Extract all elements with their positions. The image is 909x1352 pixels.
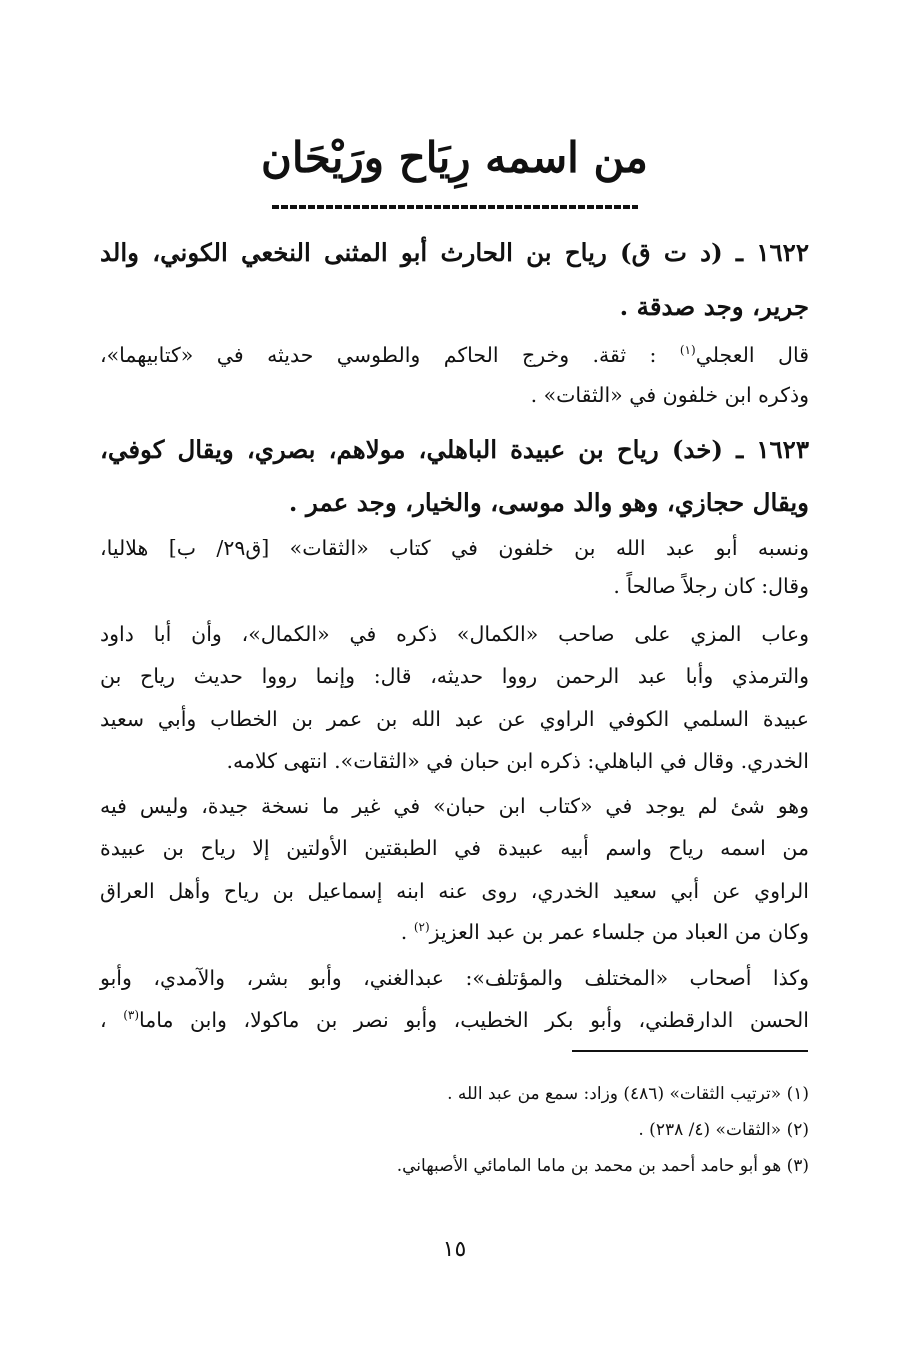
chapter-title: من اسمه رِيَاح ورَيْحَان [261, 133, 648, 182]
entry-1623-p4-line1: وكذا أصحاب «المختلف والمؤتلف»: عبدالغني، وأبو بشر، والآمدي، وأبو [100, 966, 809, 990]
footnote-ref-3: (٣) [123, 1008, 140, 1023]
entry-1623-p1-line2: وقال: كان رجلاً صالحاً . [613, 574, 809, 598]
entry-1623-p4-text-a: الحسن الدارقطني، وأبو بكر الخطيب، وأبو نصر بن ماكولا، وابن ماما [139, 1008, 809, 1032]
entry-1623-p3-line4 [100, 912, 809, 952]
title-underline [272, 205, 638, 209]
entry-1623-heading-line1: ١٦٢٣ ـ (خد) رياح بن عبيدة الباهلي، مولاهم، بصري، ويقال كوفي، [100, 435, 809, 464]
entry-1623-p3-text-a: وكان من العباد من جلساء عمر بن عبد العزيز [429, 920, 809, 944]
footnote-2: (٢) «الثقات» (٤/ ٢٣٨) . [638, 1120, 809, 1140]
entry-1623-p1-line1: ونسبه أبو عبد الله بن خلفون في كتاب «الثقات» [ق٢٩/ ب] هلاليا، [100, 536, 809, 560]
entry-1623-heading-line2: ويقال حجازي، وهو والد موسى، والخيار، وجد عمر . [288, 488, 809, 517]
entry-1623-p4-text-b: ، [100, 1008, 124, 1032]
entry-1623-p2-line3: عبيدة السلمي الكوفي الراوي عن عبد الله بن عمر بن الخطاب وأبي سعيد [100, 707, 809, 731]
footnote-separator [572, 1050, 808, 1052]
footnote-3: (٣) هو أبو حامد أحمد بن محمد بن ماما المامائي الأصبهاني. [396, 1156, 809, 1176]
page-number: ١٥ [442, 1237, 467, 1262]
entry-1623-p3-line3: الراوي عن أبي سعيد الخدري، روى عنه ابنه إسماعيل بن رياح وأهل العراق [100, 879, 809, 903]
entry-1622-body-text-b: : ثقة. وخرج الحاكم والطوسي حديثه في «كتابيهما»، [100, 343, 680, 367]
entry-1623-p2-line1: وعاب المزي على صاحب «الكمال» ذكره في «الكمال»، وأن أبا داود [100, 622, 809, 646]
entry-1622-heading-line2: جرير، وجد صدقة . [619, 292, 809, 321]
entry-1622-body-text-a: قال العجلي [695, 343, 809, 367]
footnote-1: (١) «ترتيب الثقات» (٤٨٦) وزاد: سمع من عبد الله . [447, 1084, 809, 1104]
entry-1623-p3-text-b: . [400, 920, 414, 944]
entry-1622-heading-line1: ١٦٢٢ ـ (د ت ق) رياح بن الحارث أبو المثنى النخعي الكوني، والد [100, 238, 809, 267]
entry-1623-p3-line1: وهو شئ لم يوجد في «كتاب ابن حبان» في غير ما نسخة جيدة، وليس فيه [100, 794, 809, 818]
entry-1623-p4-line2 [100, 1000, 809, 1040]
entry-1622-body-line1 [100, 335, 809, 375]
footnote-ref-1: (١) [679, 343, 696, 358]
entry-1623-p3-line2: من اسمه رياح واسم أبيه عبيدة في الطبقتين الأولتين إلا رياح بن عبيدة [100, 836, 809, 860]
footnote-ref-2: (٢) [413, 920, 430, 935]
entry-1623-p2-line4: الخدري. وقال في الباهلي: ذكره ابن حبان في «الثقات». انتهى كلامه. [226, 749, 809, 773]
entry-1622-body-line2: وذكره ابن خلفون في «الثقات» . [530, 383, 809, 407]
entry-1623-p2-line2: والترمذي وأبا عبد الرحمن رووا حديثه، قال: وإنما رووا حديث رياح بن [100, 664, 809, 688]
